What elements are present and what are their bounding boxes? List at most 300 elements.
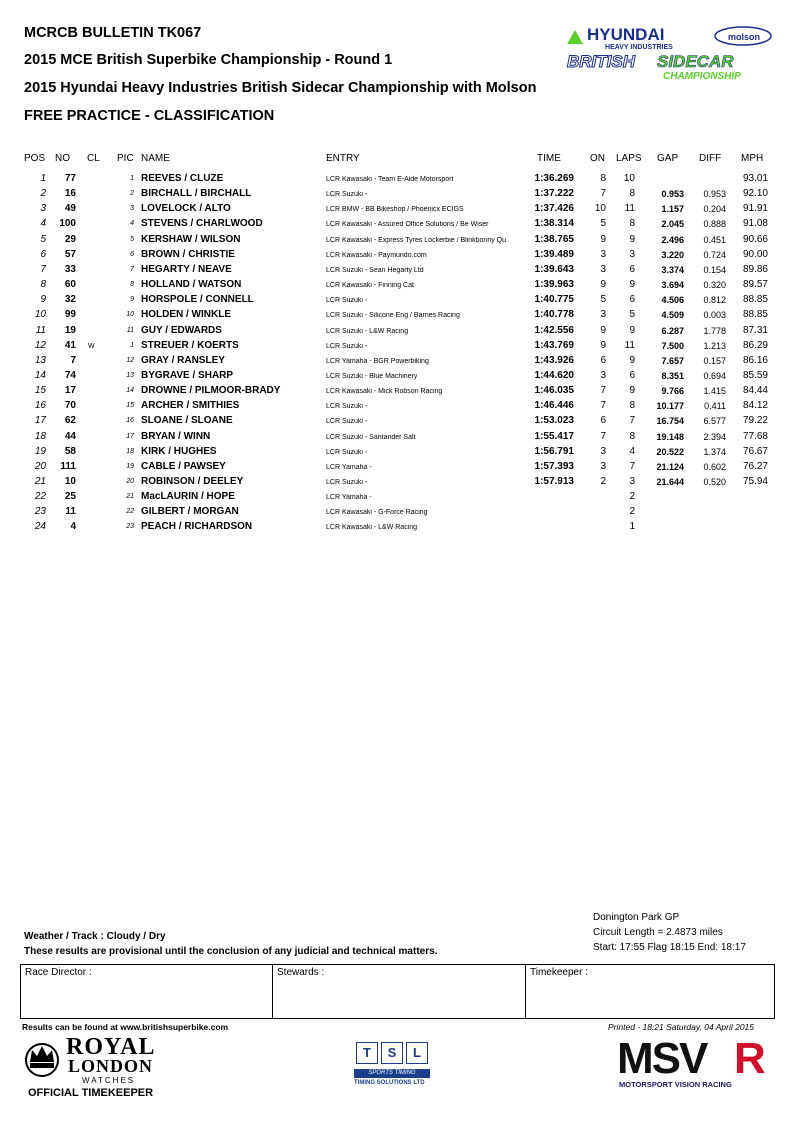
- venue: Donington Park GP: [593, 912, 680, 923]
- cell-laps: 11: [624, 203, 635, 215]
- cell-no: 11: [65, 506, 76, 518]
- cell-entry: LCR Suzuki - Silicone Eng / Barnes Racing: [326, 312, 460, 320]
- cell-mph: 75.94: [742, 476, 768, 487]
- col-pos: POS: [24, 153, 46, 164]
- table-row: [0, 431, 793, 446]
- cell-pic: 19: [126, 462, 134, 470]
- cell-time: 1:55.417: [534, 430, 574, 442]
- cell-time: 1:39.489: [534, 248, 574, 260]
- cell-diff: 1.778: [703, 325, 726, 336]
- cell-on: 3: [600, 309, 606, 321]
- cell-entry: LCR Suzuki -: [326, 342, 368, 350]
- cell-time: 1:43.926: [534, 354, 574, 366]
- table-row: [0, 521, 793, 536]
- cell-mph: 76.27: [742, 460, 768, 472]
- circuit-length: Circuit Length = 2.4873 miles: [593, 927, 723, 938]
- cell-name: BIRCHALL / BIRCHALL: [141, 188, 252, 200]
- cell-on: 10: [594, 203, 606, 215]
- cell-gap: 6.287: [661, 325, 684, 336]
- table-row: [0, 415, 793, 430]
- cell-name: ARCHER / SMITHIES: [141, 400, 240, 412]
- table-row: [0, 491, 793, 506]
- cell-mph: 90.66: [742, 233, 768, 245]
- cell-pic: 16: [126, 417, 134, 425]
- cell-name: STREUER / KOERTS: [141, 339, 239, 351]
- table-row: [0, 264, 793, 279]
- cell-mph: 90.00: [742, 248, 768, 260]
- cell-pos: 17: [34, 415, 46, 427]
- table-row: [0, 309, 793, 324]
- cell-entry: LCR Suzuki - Santander Salt: [326, 433, 416, 441]
- cell-pos: 10: [34, 309, 46, 321]
- logo-hyundai: HYUNDAI: [587, 25, 665, 44]
- cell-pos: 23: [34, 506, 46, 518]
- col-name: NAME: [141, 153, 170, 164]
- stewards-cell: [273, 965, 526, 1018]
- cell-on: 2: [600, 476, 606, 487]
- cell-mph: 92.10: [742, 188, 768, 200]
- cell-diff: 1.213: [703, 340, 726, 351]
- col-time: TIME: [537, 153, 561, 164]
- official-timekeeper: OFFICIAL TIMEKEEPER: [28, 1087, 154, 1099]
- cell-laps: 2: [629, 491, 635, 503]
- cell-mph: 85.59: [742, 369, 768, 381]
- cell-no: 49: [64, 203, 76, 215]
- cell-name: BRYAN / WINN: [141, 430, 211, 442]
- col-pic: PIC: [117, 153, 134, 164]
- race-director-label: Race Director :: [25, 967, 92, 978]
- cell-pos: 13: [34, 354, 46, 366]
- cell-diff: 0.157: [703, 355, 726, 366]
- cell-mph: 86.16: [742, 354, 768, 366]
- cell-no: 29: [64, 233, 76, 245]
- cell-pos: 11: [35, 324, 46, 336]
- cell-laps: 1: [629, 521, 635, 533]
- session-times: Start: 17:55 Flag 18:15 End: 18:17: [593, 942, 746, 953]
- table-row: [0, 203, 793, 218]
- cell-laps: 9: [629, 233, 635, 245]
- cell-pic: 6: [130, 250, 134, 258]
- cell-pic: 9: [130, 296, 134, 304]
- cell-entry: LCR Kawasaki - Finning Cat: [326, 282, 414, 290]
- cell-entry: LCR Kawasaki - G-Force Racing: [326, 509, 428, 517]
- cell-mph: 91.08: [742, 218, 768, 230]
- cell-pos: 3: [40, 203, 46, 215]
- cell-gap: 3.374: [661, 264, 684, 275]
- cell-gap: 7.657: [661, 355, 684, 366]
- cell-gap: 10.177: [656, 401, 684, 412]
- table-row: [0, 249, 793, 264]
- cell-pic: 8: [130, 281, 134, 289]
- cell-no: 44: [64, 430, 76, 442]
- cell-laps: 8: [629, 400, 635, 412]
- cell-mph: 79.22: [742, 415, 768, 427]
- cell-mph: 89.86: [742, 263, 768, 275]
- table-row: [0, 234, 793, 249]
- cell-laps: 8: [629, 430, 635, 442]
- cell-on: 3: [600, 369, 606, 381]
- cell-name: HEGARTY / NEAVE: [141, 263, 232, 275]
- cell-on: 9: [600, 233, 606, 245]
- cell-pos: 15: [34, 385, 46, 397]
- cell-pic: 18: [126, 447, 134, 455]
- cell-time: 1:36.269: [534, 173, 574, 184]
- cell-mph: 89.57: [742, 279, 768, 291]
- cell-gap: 9.766: [661, 386, 684, 397]
- cell-pic: 15: [126, 402, 134, 410]
- cell-entry: LCR Yamaha -: [326, 494, 372, 502]
- cell-on: 9: [600, 279, 606, 291]
- cell-laps: 10: [623, 173, 635, 184]
- cell-gap: 19.148: [656, 431, 684, 442]
- cell-diff: 0.812: [703, 295, 726, 306]
- cell-pos: 22: [34, 491, 46, 503]
- cell-entry: LCR Suzuki -: [326, 191, 368, 199]
- cell-diff: 0.953: [703, 189, 726, 200]
- championship-title: 2015 MCE British Superbike Championship - Round 1: [24, 52, 393, 68]
- cell-no: 7: [70, 354, 76, 366]
- cell-time: 1:38.314: [534, 218, 574, 230]
- cell-pic: 1: [130, 175, 134, 182]
- cell-on: 5: [600, 294, 606, 306]
- cell-gap: 4.509: [661, 310, 684, 321]
- table-row: [0, 188, 793, 203]
- cell-entry: LCR Suzuki - Sean Hegarty Ltd: [326, 266, 424, 274]
- cell-no: 58: [64, 445, 76, 457]
- tsl-s: S: [381, 1042, 403, 1064]
- cell-pos: 12: [34, 339, 46, 351]
- cell-laps: 9: [629, 354, 635, 366]
- session-title: FREE PRACTICE - CLASSIFICATION: [24, 108, 275, 124]
- cell-no: 32: [64, 294, 76, 306]
- cell-time: 1:40.775: [534, 294, 574, 306]
- cell-laps: 4: [629, 445, 635, 457]
- cell-no: 4: [70, 521, 76, 533]
- cell-time: 1:46.446: [534, 400, 574, 412]
- cell-pos: 20: [34, 460, 46, 472]
- cell-name: BROWN / CHRISTIE: [141, 248, 235, 260]
- logo-british: BRITISH: [567, 52, 635, 71]
- cell-diff: 0.411: [704, 401, 726, 412]
- cell-diff: 6.577: [703, 416, 726, 427]
- cell-pos: 21: [34, 476, 46, 487]
- cell-pos: 9: [40, 294, 46, 306]
- logo-sidecar: SIDECAR: [657, 52, 734, 71]
- cell-on: 5: [600, 218, 606, 230]
- cell-no: 60: [64, 279, 76, 291]
- provisional-notice: These results are provisional until the conclusion of any judicial and technical matters.: [24, 946, 438, 957]
- royal-london-logo: [20, 1036, 180, 1104]
- cell-time: 1:44.620: [534, 369, 574, 381]
- logo-molson: molson: [728, 32, 761, 42]
- cell-cl: W: [88, 342, 95, 350]
- cell-pos: 4: [40, 218, 46, 230]
- cell-pic: 12: [126, 356, 134, 364]
- cell-entry: LCR Suzuki -: [326, 418, 368, 426]
- cell-diff: 0.694: [703, 370, 726, 381]
- cell-laps: 6: [629, 263, 635, 275]
- table-row: [0, 476, 793, 491]
- cell-pos: 19: [34, 445, 46, 457]
- cell-name: ROBINSON / DEELEY: [141, 476, 244, 487]
- cell-time: 1:53.023: [534, 415, 574, 427]
- watches-text: WATCHES: [82, 1076, 136, 1085]
- cell-no: 41: [64, 339, 76, 351]
- cell-name: GILBERT / MORGAN: [141, 506, 239, 518]
- cell-on: 3: [600, 445, 606, 457]
- timekeeper-label: Timekeeper :: [530, 967, 588, 978]
- cell-time: 1:57.913: [534, 476, 574, 487]
- bulletin-title: MCRCB BULLETIN TK067: [24, 25, 202, 41]
- cell-pic: 22: [126, 508, 134, 516]
- cell-name: HORSPOLE / CONNELL: [141, 294, 254, 306]
- cell-entry: LCR Kawasaki - Mick Robson Racing: [326, 388, 443, 396]
- cell-mph: 88.85: [742, 294, 768, 306]
- cell-diff: 0.888: [703, 219, 726, 230]
- cell-no: 57: [64, 248, 76, 260]
- cell-pos: 5: [40, 233, 46, 245]
- cell-mph: 91.91: [742, 203, 768, 215]
- col-laps: LAPS: [616, 153, 642, 164]
- cell-laps: 9: [629, 324, 635, 336]
- cell-no: 25: [64, 491, 76, 503]
- cell-laps: 6: [629, 294, 635, 306]
- cell-on: 8: [600, 173, 606, 184]
- cell-pos: 1: [40, 173, 46, 184]
- crown-icon: [20, 1036, 64, 1080]
- cell-time: 1:39.643: [534, 263, 574, 275]
- cell-pos: 14: [34, 369, 46, 381]
- cell-on: 7: [600, 430, 606, 442]
- cell-gap: 3.694: [661, 280, 684, 291]
- cell-name: LOVELOCK / ALTO: [141, 203, 231, 215]
- cell-diff: 0.003: [703, 310, 726, 321]
- cell-on: 3: [600, 460, 606, 472]
- cell-name: GRAY / RANSLEY: [141, 354, 225, 366]
- logo-championship: CHAMPIONSHIP: [663, 71, 741, 82]
- cell-pic: 5: [130, 235, 134, 243]
- cell-time: 1:57.393: [534, 460, 574, 472]
- tsl-logo: [352, 1042, 432, 1092]
- col-diff: DIFF: [699, 153, 722, 164]
- cell-entry: LCR BMW - BB Bikeshop / Phoenicx ECIGS: [326, 206, 464, 214]
- col-on: ON: [590, 153, 605, 164]
- cell-entry: LCR Kawasaki - L&W Racing: [326, 524, 418, 532]
- cell-entry: LCR Kawasaki - Assured Office Solutions / Be Wiser: [326, 221, 489, 229]
- cell-diff: 0.724: [703, 249, 726, 260]
- table-row: [0, 340, 793, 355]
- msvr-logo: [617, 1034, 777, 1092]
- cell-name: CABLE / PAWSEY: [141, 460, 226, 472]
- cell-name: HOLLAND / WATSON: [141, 279, 242, 291]
- cell-pos: 7: [40, 263, 46, 275]
- cell-name: DROWNE / PILMOOR-BRADY: [141, 385, 281, 397]
- cell-diff: 0.204: [703, 204, 726, 215]
- cell-mph: 76.67: [742, 445, 768, 457]
- cell-pos: 6: [40, 248, 46, 260]
- cell-diff: 0.154: [703, 264, 726, 275]
- msv-r-text: R: [734, 1034, 766, 1083]
- cell-laps: 3: [629, 476, 635, 487]
- cell-mph: 77.68: [742, 430, 768, 442]
- cell-laps: 8: [629, 188, 635, 200]
- cell-no: 62: [64, 415, 76, 427]
- cell-gap: 0.953: [661, 189, 684, 200]
- cell-diff: 0.320: [703, 280, 726, 291]
- cell-diff: 1.374: [703, 446, 726, 457]
- cell-entry: LCR Yamaha - BGR Powerbiking: [326, 357, 429, 365]
- tsl-sub: TIMING SOLUTIONS LTD: [354, 1080, 425, 1086]
- cell-no: 19: [64, 324, 76, 336]
- cell-no: 77: [64, 173, 76, 184]
- table-row: [0, 506, 793, 521]
- cell-laps: 7: [629, 415, 635, 427]
- cell-gap: 16.754: [656, 416, 684, 427]
- cell-pic: 17: [126, 432, 134, 440]
- cell-diff: 0.602: [703, 461, 726, 472]
- cell-mph: 93.01: [742, 173, 768, 184]
- cell-on: 3: [600, 263, 606, 275]
- cell-diff: 0.451: [703, 234, 726, 245]
- stewards-label: Stewards :: [277, 967, 325, 978]
- cell-pic: 3: [130, 205, 134, 213]
- cell-no: 17: [64, 385, 76, 397]
- cell-pic: 10: [126, 311, 134, 319]
- col-gap: GAP: [657, 153, 679, 164]
- cell-entry: LCR Suzuki -: [326, 297, 368, 305]
- cell-gap: 21.124: [656, 461, 684, 472]
- cell-no: 70: [64, 400, 76, 412]
- cell-laps: 8: [629, 218, 635, 230]
- cell-entry: LCR Suzuki -: [326, 448, 368, 456]
- cell-entry: LCR Suzuki -: [326, 403, 368, 411]
- cell-mph: 84.12: [742, 400, 768, 412]
- cell-laps: 9: [629, 279, 635, 291]
- cell-gap: 2.045: [661, 219, 684, 230]
- timekeeper-cell: [526, 965, 774, 1018]
- cell-mph: 88.85: [742, 309, 768, 321]
- cell-diff: 2.394: [703, 431, 726, 442]
- cell-on: 9: [600, 324, 606, 336]
- cell-gap: 1.157: [661, 204, 684, 215]
- cell-pos: 24: [34, 521, 46, 533]
- table-row: [0, 355, 793, 370]
- hyundai-sidecar-logo: [565, 22, 775, 82]
- cell-pic: 21: [126, 493, 134, 501]
- cell-pic: 1: [130, 341, 134, 349]
- cell-entry: LCR Suzuki - Blue Machinery: [326, 372, 418, 380]
- table-row: [0, 218, 793, 233]
- cell-pic: 7: [130, 265, 134, 273]
- london-text: LONDON: [68, 1056, 154, 1076]
- cell-on: 7: [600, 385, 606, 397]
- cell-gap: 7.500: [661, 340, 684, 351]
- cell-name: PEACH / RICHARDSON: [141, 521, 253, 533]
- cell-no: 10: [64, 476, 76, 487]
- cell-gap: 21.644: [656, 477, 684, 487]
- cell-time: 1:37.222: [534, 188, 574, 200]
- cell-pos: 18: [34, 430, 46, 442]
- cell-gap: 4.506: [661, 295, 684, 306]
- cell-name: KIRK / HUGHES: [141, 445, 217, 457]
- cell-time: 1:56.791: [534, 445, 574, 457]
- cell-pic: 11: [126, 326, 134, 334]
- cell-mph: 86.29: [742, 339, 768, 351]
- cell-pos: 8: [40, 279, 46, 291]
- cell-pic: 23: [126, 523, 134, 531]
- cell-time: 1:38.765: [534, 233, 574, 245]
- cell-mph: 84.44: [742, 385, 768, 397]
- cell-gap: 8.351: [661, 370, 684, 381]
- cell-name: REEVES / CLUZE: [141, 173, 224, 184]
- cell-no: 99: [64, 309, 76, 321]
- cell-no: 111: [60, 460, 76, 472]
- cell-no: 16: [64, 188, 76, 200]
- cell-diff: 1.415: [703, 386, 726, 397]
- cell-pic: 13: [126, 371, 134, 379]
- cell-on: 7: [600, 400, 606, 412]
- table-row: [0, 279, 793, 294]
- cell-name: HOLDEN / WINKLE: [141, 309, 231, 321]
- cell-gap: 2.496: [661, 234, 684, 245]
- table-row: [0, 325, 793, 340]
- cell-entry: LCR Suzuki - L&W Racing: [326, 327, 409, 335]
- cell-time: 1:37.426: [534, 203, 574, 215]
- col-mph: MPH: [741, 153, 764, 164]
- table-row: [0, 173, 793, 188]
- cell-laps: 5: [629, 309, 635, 321]
- cell-no: 74: [64, 369, 76, 381]
- logo-heavy: HEAVY INDUSTRIES: [605, 44, 673, 51]
- cell-name: KERSHAW / WILSON: [141, 233, 241, 245]
- table-row: [0, 385, 793, 400]
- cell-pos: 16: [34, 400, 46, 412]
- cell-entry: LCR Kawasaki - Express Tyres Lockerbie / Blinkbonny Qu: [326, 236, 507, 244]
- cell-time: 1:39.963: [534, 279, 574, 291]
- cell-laps: 3: [629, 248, 635, 260]
- tsl-t: T: [356, 1042, 378, 1064]
- cell-on: 7: [600, 188, 606, 200]
- col-entry: ENTRY: [326, 153, 360, 164]
- cell-entry: LCR Suzuki -: [326, 479, 368, 486]
- col-cl: CL: [87, 153, 100, 164]
- cell-entry: LCR Yamaha -: [326, 463, 372, 471]
- cell-pic: 2: [130, 190, 134, 198]
- cell-gap: 20.522: [656, 446, 684, 457]
- cell-entry: LCR Kawasaki - Team E-Aide Motorsport: [326, 176, 454, 183]
- tsl-l: L: [406, 1042, 428, 1064]
- printed-timestamp: Printed - 18:21 Saturday, 04 April 2015: [608, 1022, 755, 1032]
- cell-name: SLOANE / SLOANE: [141, 415, 233, 427]
- race-director-cell: [21, 965, 273, 1018]
- cell-name: BYGRAVE / SHARP: [141, 369, 234, 381]
- royal-text: ROYAL: [66, 1034, 156, 1060]
- cell-time: 1:46.035: [534, 385, 574, 397]
- cell-laps: 6: [629, 369, 635, 381]
- cell-diff: 0.520: [703, 477, 726, 487]
- cell-time: 1:42.556: [534, 324, 574, 336]
- cell-name: STEVENS / CHARLWOOD: [141, 218, 263, 230]
- cell-on: 9: [600, 339, 606, 351]
- cell-name: GUY / EDWARDS: [141, 324, 222, 336]
- msv-text: MSV: [617, 1034, 707, 1083]
- cell-name: MacLAURIN / HOPE: [141, 491, 235, 503]
- cell-laps: 7: [629, 460, 635, 472]
- cell-laps: 9: [629, 385, 635, 397]
- results-website: Results can be found at www.britishsuperbike.com: [22, 1022, 229, 1032]
- cell-pic: 4: [130, 220, 134, 228]
- cell-pos: 2: [40, 188, 46, 200]
